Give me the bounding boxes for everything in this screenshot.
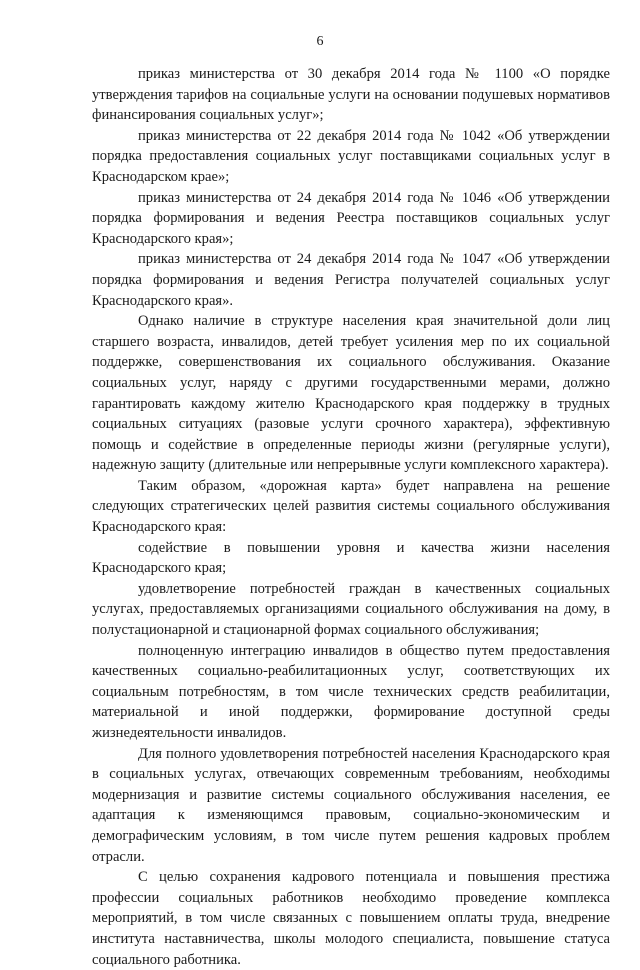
paragraph-population-structure: Однако наличие в структуре населения края значительной доли лиц старшего возраста, инвалидов, детей требует усиления мер по их социальной поддержке, совершенствования их социального обслуживания. Оказание социальных услуг, наряду с другими государственными мерами, должно гарантировать каждому жителю Краснодарского края поддержку в трудных социальных ситуациях (разовые услуги срочного характера), эффективную помощь и содействие в определенные периоды жизни (регулярные услуги), надежную защиту (длительные или непрерывные услуги комплексного характера). [92, 313, 610, 474]
page-number: 6 [316, 34, 324, 49]
paragraph-goal-needs-satisfaction: удовлетворение потребностей граждан в качественных социальных услугах, предоставляемых организациями социального обслуживания на дому, в полустационарной и стационарной формах социального обслуживания; [92, 580, 610, 639]
paragraph-goal-integration: полноценную интеграцию инвалидов в общество путем предоставления качественных социально-реабилитационных услуг, соответствующих их социальным потребностям, в том числе технических средств реабилитации, материальной и иной поддержки, формирование доступной среды жизнедеятельности инвалидов. [92, 642, 610, 741]
paragraph-order-1046: приказ министерства от 24 декабря 2014 года № 1046 «Об утверждении порядка формирования и ведения Реестра поставщиков социальных услуг Краснодарского края»; [92, 189, 610, 247]
paragraph-modernization: Для полного удовлетворения потребностей населения Краснодарского края в социальных услугах, отвечающих современным требованиям, необходимы модернизация и развитие системы социального обслуживания населения, ее адаптация к изменяющимся правовым, социально-экономическим и демографическим условиям, в том числе путем решения кадровых проблем отрасли. [92, 745, 610, 865]
paragraph-staff-potential: С целью сохранения кадрового потенциала и повышения престижа профессии социальных работников необходимо проведение комплекса мероприятий, в том числе связанных с повышением оплаты труда, внедрение института наставничества, школы молодого специалиста, повышение статуса социального работника. [92, 869, 610, 968]
paragraph-roadmap-goals: Таким образом, «дорожная карта» будет направлена на решение следующих стратегических целей развития системы социального обслуживания Краснодарского края: [92, 477, 610, 536]
document-body [92, 64, 610, 970]
paragraph-order-1100: приказ министерства от 30 декабря 2014 года № 1100 «О порядке утверждения тарифов на социальные услуги на основании подушевых нормативов финансирования социальных услуг»; [92, 66, 610, 124]
paragraph-order-1042: приказ министерства от 22 декабря 2014 года № 1042 «Об утверждении порядка предоставления социальных услуг поставщиками социальных услуг в Краснодарском крае»; [92, 127, 610, 185]
paragraph-order-1047: приказ министерства от 24 декабря 2014 года № 1047 «Об утверждении порядка формирования и ведения Регистра получателей социальных услуг Краснодарского края». [92, 251, 610, 309]
paragraph-goal-quality-of-life: содействие в повышении уровня и качества жизни населения Краснодарского края; [92, 539, 610, 577]
